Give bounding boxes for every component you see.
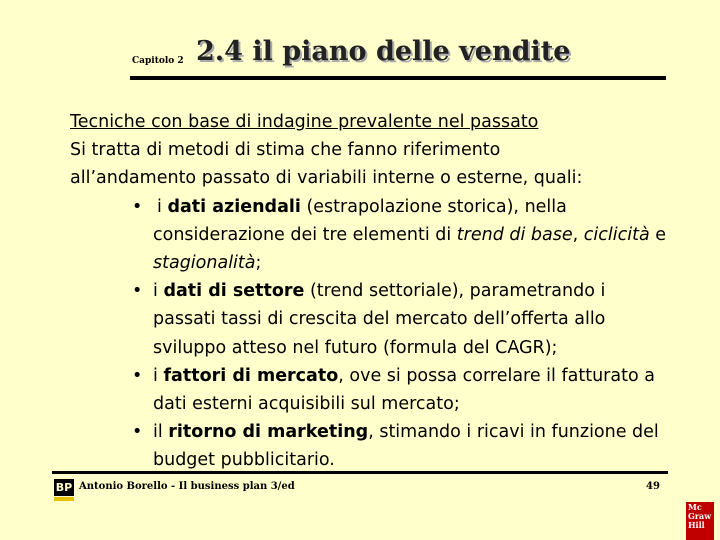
bullet-1-sep-2: e [649,224,667,245]
bullet-1-italic-2: ciclicità [583,224,650,245]
bullet-4-pre: il [153,422,169,443]
bullet-2-bold: dati di settore [163,281,305,302]
bullet-2-pre: i [153,281,164,302]
chapter-label: Capitolo 2 [132,56,184,66]
bottom-divider [52,471,668,474]
top-divider [130,76,666,80]
publisher-logo-line-1: Mc [688,502,702,512]
bullet-1-sep-1: , [572,224,584,245]
slide-content [70,108,670,475]
list-item [70,193,670,278]
publisher-logo-line-2: Graw [688,511,712,521]
bullet-4-text: , stimando i ricavi in funzione del budget pubblicitario. [153,422,659,471]
bullet-1-pre: i [157,196,168,217]
bullet-icon: • [132,422,143,443]
bullet-3-pre: i [153,365,164,386]
bullet-3-text: , ove si possa correlare il fatturato a dati esterni acquisibili sul mercato; [153,365,655,415]
bullet-icon: • [132,365,143,386]
page-number: 49 [646,481,660,492]
list-item [70,277,670,362]
bullet-1-bold: dati aziendali [167,196,301,217]
bullet-1-end: ; [255,253,262,274]
footer-credit: Antonio Borello - Il business plan 3/ed [79,481,295,492]
bullet-1-text: (estrapolazione storica), nella considerazione dei tre elementi di [153,196,567,245]
bullet-4-bold: ritorno di marketing [168,422,369,443]
slide-title: 2.4 il piano delle vendite [196,36,571,67]
intro-line-2: all’andamento passato di variabili interne o esterne, quali: [70,168,583,189]
mcgraw-hill-logo [686,502,714,540]
publisher-logo-line-3: Hill [688,520,705,530]
list-item [70,362,670,418]
bp-logo-icon: BP [55,481,73,494]
bullet-1-italic-1: trend di base [456,224,573,245]
bullet-list [70,193,670,475]
bullet-3-bold: fattori di mercato [163,365,339,386]
bullet-1-italic-3: stagionalità [153,253,256,274]
bullet-2-text: (trend settoriale), parametrando i passati tassi di crescita del mercato dell’offerta allo sviluppo atteso nel futuro (formula del CAGR); [153,281,606,358]
bullet-icon: • [132,196,143,217]
bullet-icon: • [132,281,143,302]
list-item [70,418,670,474]
intro-line-1: Si tratta di metodi di stima che fanno riferimento [70,140,501,161]
section-subtitle: Tecniche con base di indagine prevalente nel passato [70,112,539,132]
